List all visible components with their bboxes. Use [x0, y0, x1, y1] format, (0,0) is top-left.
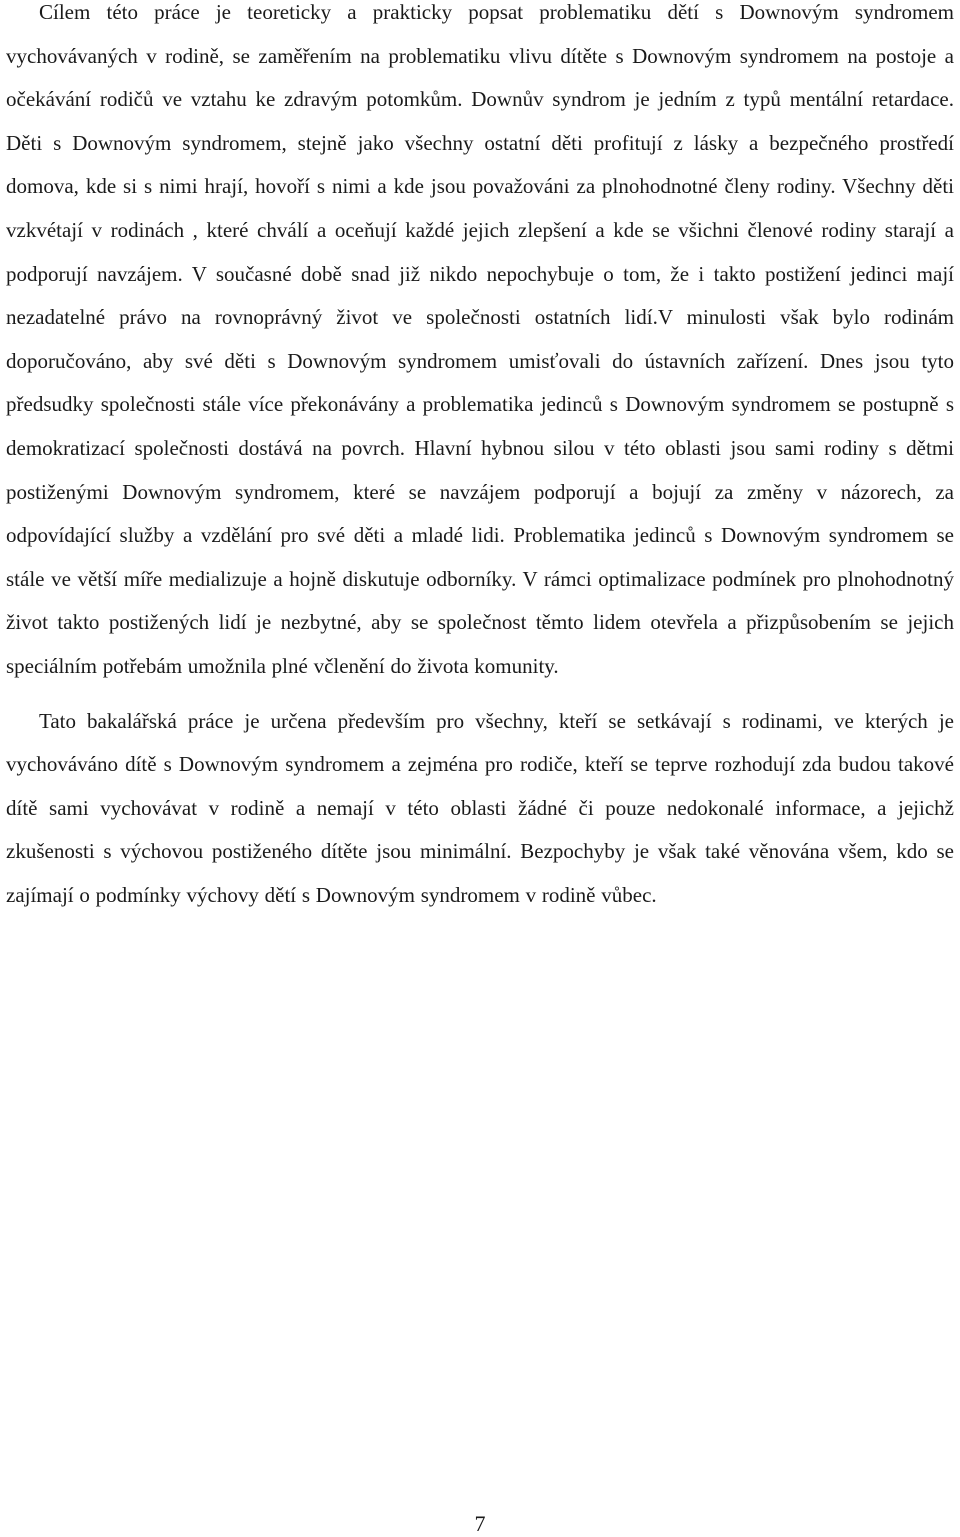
paragraph-target-audience: Tato bakalářská práce je určena především pro všechny, kteří se setkávají s rodinami, ve kterých je vychováváno dítě s Downovým syndromem a zejména pro rodiče, kteří se teprve rozhodují zda budou takové dítě sami vychovávat v rodině a nemají v této oblasti žádné či pouze nedokonalé informace, a jejichž zkušenosti s výchovou postiženého dítěte jsou minimální. Bezpochyby je však také věnována všem, kdo se zajímají o podmínky výchovy dětí s Downovým syndromem v rodině vůbec. — [6, 708, 954, 907]
document-page — [6, 0, 954, 917]
paragraph-aim-of-thesis: Cílem této práce je teoreticky a prakticky popsat problematiku dětí s Downovým syndromem vychovávaných v rodině, se zaměřením na problematiku vlivu dítěte s Downovým syndromem na postoje a očekávání rodičů ve vztahu ke zdravým potomkům. Downův syndrom je jedním z typů mentální retardace. Děti s Downovým syndromem, stejně jako všechny ostatní děti profitují z lásky a bezpečného prostředí domova, kde si s nimi hrají, hovoří s nimi a kde jsou považováni za plnohodnotné členy rodiny. Všechny děti vzkvétají v rodinách , které chválí a oceňují každé jejich zlepšení a kde se všichni členové rodiny starají a podporují navzájem. V současné době snad již nikdo nepochybuje o tom, že i takto postižení jedinci mají nezadatelné právo na rovnoprávný život ve společnosti ostatních lidí.V minulosti však bylo rodinám doporučováno, aby své děti s Downovým syndromem umisťovali do ústavních zařízení. Dnes jsou tyto předsudky společnosti stále více překonávány a problematika jedinců s Downovým syndromem se postupně s demokratizací společnosti dostává na povrch. Hlavní hybnou silou v této oblasti jsou sami rodiny s dětmi postiženými Downovým syndromem, které se navzájem podporují a bojují za změny v názorech, za odpovídající služby a vzdělání pro své děti a mladé lidi. Problematika jedinců s Downovým syndromem se stále ve větší míře medializuje a hojně diskutuje odborníky. V rámci optimalizace podmínek pro plnohodnotný život takto postižených lidí je nezbytné, aby se společnost těmto lidem otevřela a přizpůsobením se jejich speciálním potřebám umožnila plné včlenění do života komunity. — [6, 0, 954, 678]
page-number: 7 — [474, 1511, 486, 1536]
